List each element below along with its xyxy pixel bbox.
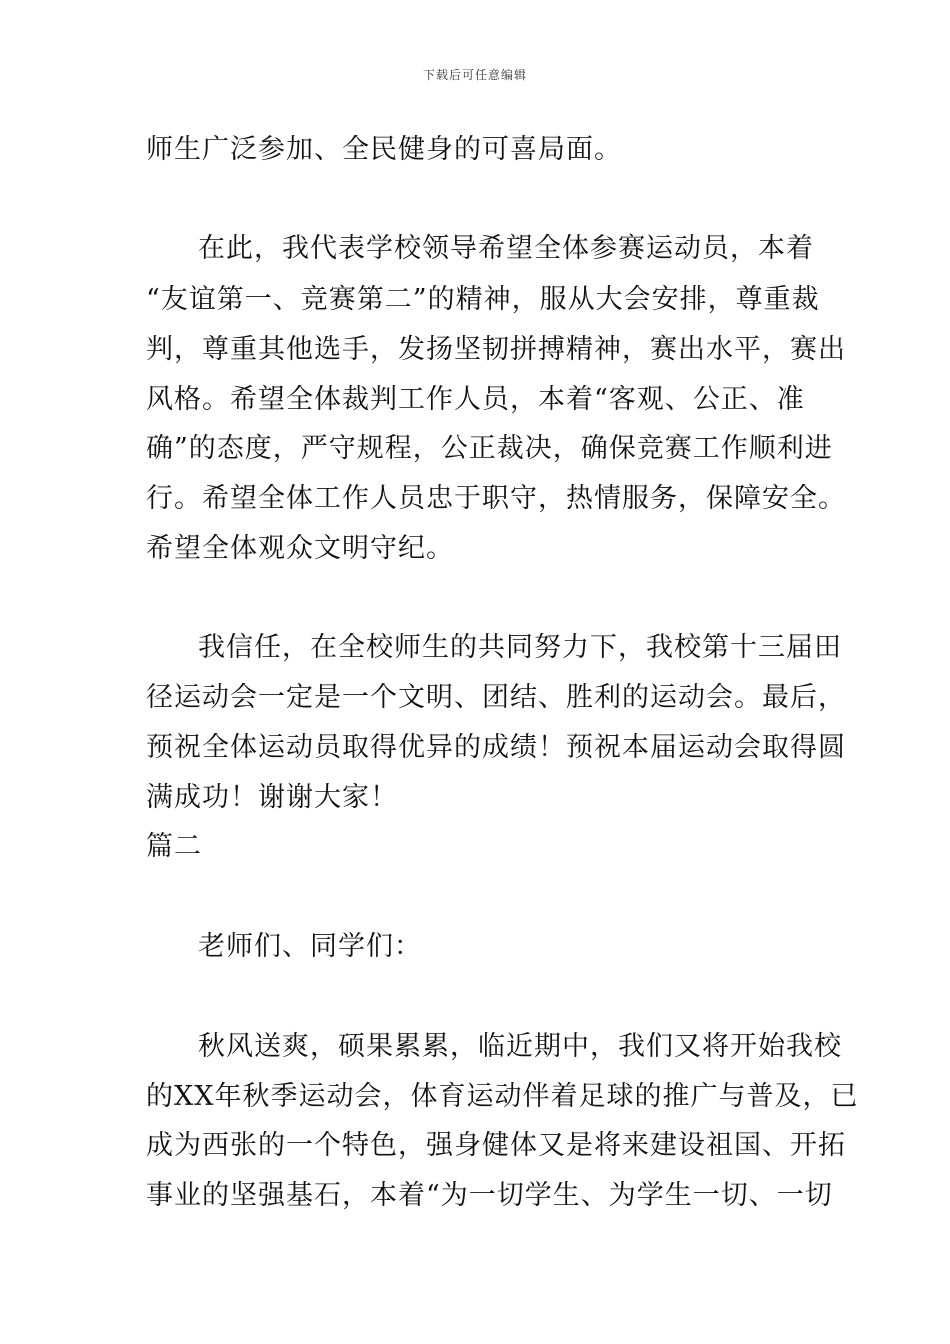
text-line: 满成功！谢谢大家！ <box>146 782 398 813</box>
text-line: 希望全体观众文明守纪。 <box>146 533 454 564</box>
text-line: 预祝全体运动员取得优异的成绩！预祝本届运动会取得圆 <box>146 732 846 763</box>
text-line: 径运动会一定是一个文明、团结、胜利的运动会。最后， <box>146 682 846 713</box>
text-line: 行。希望全体工作人员忠于职守，热情服务，保障安全。 <box>146 483 846 514</box>
text-line: 风格。希望全体裁判工作人员，本着“客观、公正、准 <box>146 384 805 415</box>
text-line: 判，尊重其他选手，发扬坚韧拼搏精神，赛出水平，赛出 <box>146 334 846 365</box>
text-line: 事业的坚强基石，本着“为一切学生、为学生一切、一切 <box>146 1180 833 1211</box>
section-heading: 篇二 <box>146 831 202 862</box>
text-line: 师生广泛参加、全民健身的可喜局面。 <box>146 134 622 165</box>
header-note: 下载后可任意编辑 <box>422 68 527 82</box>
text-line: 我信任，在全校师生的共同努力下，我校第十三届田 <box>198 632 842 663</box>
text-line: 确”的态度，严守规程，公正裁决，确保竞赛工作顺利进 <box>146 433 833 464</box>
text-line: 的XX年秋季运动会，体育运动伴着足球的推广与普及，已 <box>146 1081 859 1112</box>
text-line: 秋风送爽，硕果累累，临近期中，我们又将开始我校 <box>198 1031 842 1062</box>
text-line: 在此，我代表学校领导希望全体参赛运动员，本着 <box>198 233 814 264</box>
text-line: 成为西张的一个特色，强身健体又是将来建设祖国、开拓 <box>146 1130 846 1161</box>
text-line: “友谊第一、竞赛第二”的精神，服从大会安排，尊重裁 <box>146 284 820 315</box>
salutation: 老师们、同学们： <box>198 931 422 962</box>
